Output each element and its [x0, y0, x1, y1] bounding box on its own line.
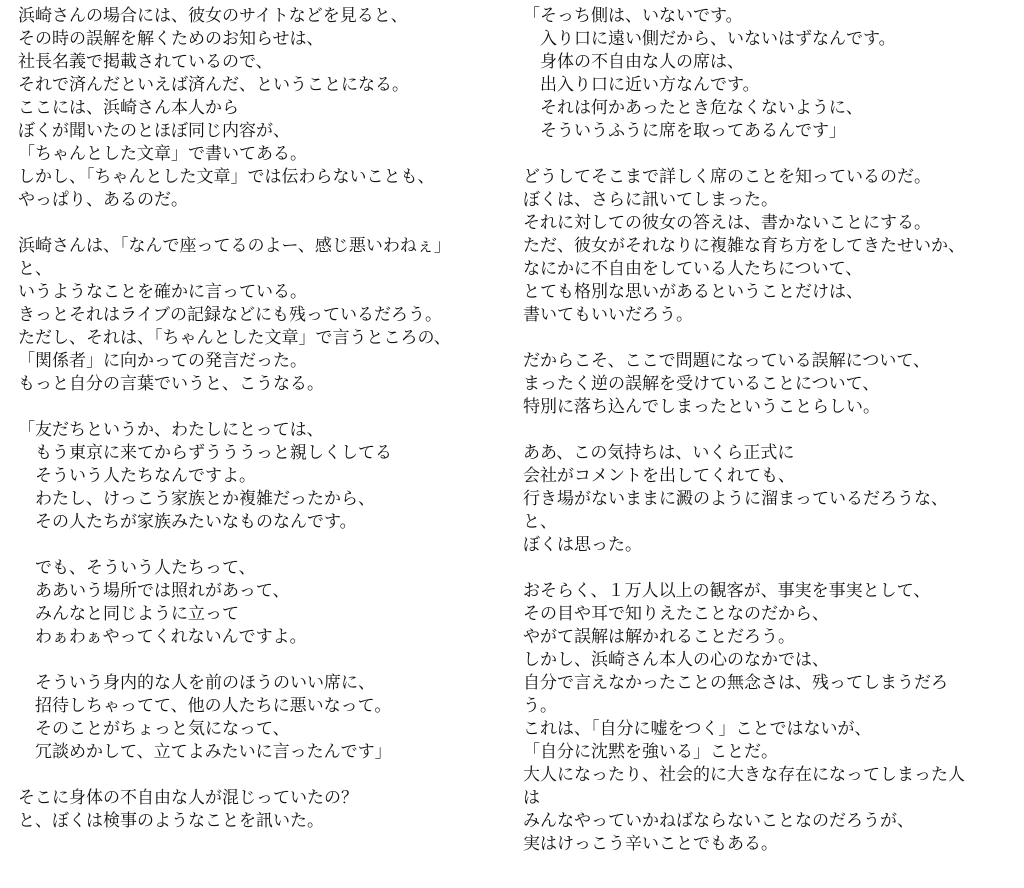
- text-line: 行き場がないままに澱のように溜まっているだろうな、: [523, 489, 948, 509]
- text-line: わぁわぁやってくれないんですよ。: [18, 627, 307, 647]
- text-line: だからこそ、ここで問題になっている誤解について、: [523, 351, 930, 371]
- text-line: 「自分に沈黙を強いる」ことだ。: [523, 742, 778, 762]
- text-line: 「友だちというか、わたしにとっては、: [18, 420, 324, 440]
- paragraph: [18, 235, 508, 396]
- text-line: みんなやっていかねばならないことなのだろうが、: [523, 811, 914, 831]
- text-line: 特別に落ち込んでしまったということらしい。: [523, 397, 880, 417]
- paragraph: [523, 166, 1019, 327]
- text-line: ああ、この気持ちは、いくら正式に: [523, 443, 795, 463]
- paragraph: [18, 5, 508, 212]
- text-line: それは何かあったとき危なくないように、: [523, 98, 863, 118]
- text-line: 実はけっこう辛いことでもある。: [523, 834, 778, 854]
- text-line: もっと自分の言葉でいうと、こうなる。: [18, 374, 324, 394]
- text-line: 「ちゃんとした文章」で書いてある。: [18, 144, 307, 164]
- text-line: 自分で言えなかったことの無念さは、残ってしまうだろ: [523, 673, 948, 693]
- text-line: そこに身体の不自由な人が混じっていたの？: [18, 788, 358, 808]
- text-line: その目や耳で知りえたことなのだから、: [523, 604, 829, 624]
- text-line: それで済んだといえば済んだ、ということになる。: [18, 75, 409, 95]
- text-line: う。: [523, 696, 557, 716]
- text-line: 身体の不自由な人の席は、: [523, 52, 744, 72]
- text-line: 冗談めかして、立てよみたいに言ったんです」: [18, 742, 392, 762]
- text-line: いうようなことを確かに言っている。: [18, 282, 307, 302]
- paragraph: [523, 442, 1019, 557]
- text-line: と、: [18, 259, 52, 279]
- text-line: 招待しちゃってて、他の人たちに悪いなって。: [18, 696, 392, 716]
- text-line: 入り口に遠い側だから、いないはずなんです。: [523, 29, 896, 49]
- left-column: [18, 5, 508, 833]
- text-line: 浜崎さんの場合には、彼女のサイトなどを見ると、: [18, 6, 408, 26]
- text-line: それに対しての彼女の答えは、書かないことにする。: [523, 213, 931, 233]
- text-line: と、: [523, 512, 557, 532]
- text-line: もう東京に来てからずうううっと親しくしてる: [18, 443, 392, 463]
- text-line: まったく逆の誤解を受けていることについて、: [523, 374, 880, 394]
- text-line: 会社がコメントを出してくれても、: [523, 466, 795, 486]
- text-line: 社長名義で掲載されているので、: [18, 52, 273, 72]
- text-line: 浜崎さんは、「なんで座ってるのよー、感じ悪いわねぇ」: [18, 236, 451, 256]
- paragraph: [523, 350, 1019, 419]
- text-line: そういうふうに席を取ってあるんです」: [523, 121, 846, 141]
- text-line: そういう人たちなんですよ。: [18, 466, 256, 486]
- text-line: とても格別な思いがあるということだけは、: [523, 282, 863, 302]
- paragraph: [523, 5, 1019, 143]
- text-line: わたし、けっこう家族とか複雑だったから、: [18, 489, 375, 509]
- text-line: ただ、彼女がそれなりに複雑な育ち方をしてきたせいか、: [523, 236, 965, 256]
- paragraph: [18, 672, 508, 764]
- text-line: しかし、浜崎さん本人の心のなかでは、: [523, 650, 829, 670]
- text-line: ああいう場所では照れがあって、: [18, 581, 290, 601]
- paragraph: [18, 557, 508, 649]
- text-line: やっぱり、あるのだ。: [18, 190, 188, 210]
- right-column: [523, 5, 1019, 856]
- text-line: ぼくは思った。: [523, 535, 642, 555]
- text-line: みんなと同じように立って: [18, 604, 239, 624]
- paragraph: [18, 419, 508, 534]
- text-line: 出入り口に近い方なんです。: [523, 75, 760, 95]
- text-line: は: [523, 788, 540, 808]
- text-line: きっとそれはライブの記録などにも残っているだろう。: [18, 305, 442, 325]
- text-line: その時の誤解を解くためのお知らせは、: [18, 29, 324, 49]
- text-line: 大人になったり、社会的に大きな存在になってしまった人: [523, 765, 965, 785]
- text-line: どうしてそこまで詳しく席のことを知っているのだ。: [523, 167, 931, 187]
- text-line: その人たちが家族みたいなものなんです。: [18, 512, 357, 532]
- text-line: そのことがちょっと気になって、: [18, 719, 290, 739]
- text-line: 書いてもいいだろう。: [523, 305, 693, 325]
- text-line: しかし、「ちゃんとした文章」では伝わらないことも、: [18, 167, 435, 187]
- text-line: これは、「自分に嘘をつく」ことではないが、: [523, 719, 872, 739]
- text-line: ぼくが聞いたのとほぼ同じ内容が、: [18, 121, 290, 141]
- text-line: おそらく、１万人以上の観客が、事実を事実として、: [523, 581, 931, 601]
- paragraph: [523, 580, 1019, 856]
- paragraph: [18, 787, 508, 833]
- text-line: やがて誤解は解かれることだろう。: [523, 627, 795, 647]
- text-line: ぼくは、さらに訊いてしまった。: [523, 190, 778, 210]
- text-line: なにかに不自由をしている人たちについて、: [523, 259, 863, 279]
- text-line: ここには、浜崎さん本人から: [18, 98, 239, 118]
- text-line: と、ぼくは検事のようなことを訊いた。: [18, 811, 324, 831]
- text-line: 「関係者」に向かっての発言だった。: [18, 351, 307, 371]
- text-line: ただし、それは、「ちゃんとした文章」で言うところの、: [18, 328, 451, 348]
- text-line: でも、そういう人たちって、: [18, 558, 256, 578]
- text-line: そういう身内的な人を前のほうのいい席に、: [18, 673, 375, 693]
- text-line: 「そっち側は、いないです。: [523, 6, 743, 26]
